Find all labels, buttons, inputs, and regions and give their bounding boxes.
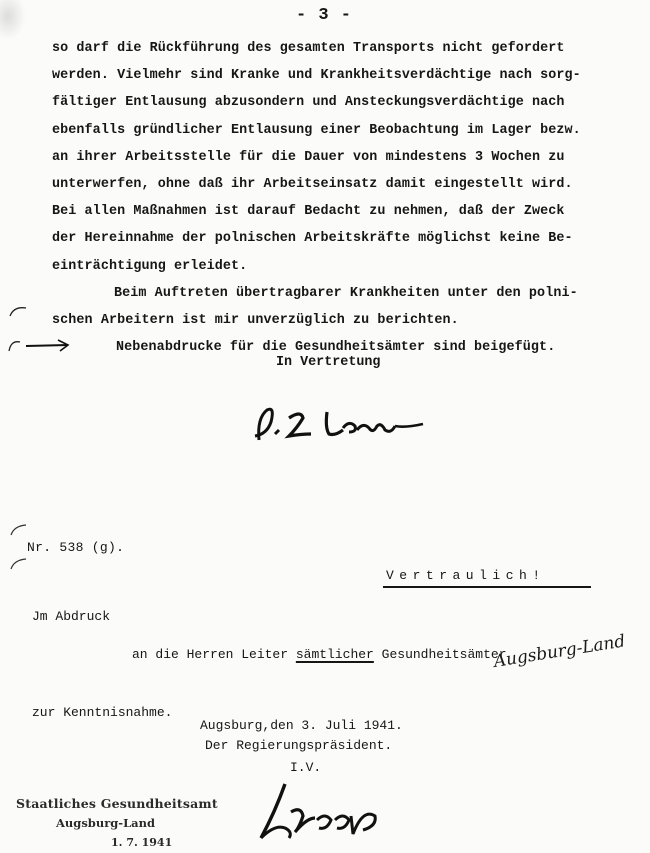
on-behalf-mark: I.V.: [290, 760, 322, 775]
body-line: werden. Vielmehr sind Kranke und Krankheitsverdächtige nach sorg-: [52, 68, 581, 84]
handwritten-addition: Augsburg-Land: [492, 631, 627, 672]
body-line: fältiger Entlausung abzusondern und Ansteckungsverdächtige nach: [52, 95, 565, 111]
body-line: schen Arbeitern ist mir unverzüglich zu berichten.: [52, 313, 459, 329]
stamp-district: Augsburg-Land: [56, 816, 156, 830]
recipients-suffix: Gesundheitsämter: [381, 647, 507, 662]
body-line: an ihrer Arbeitsstelle für die Dauer von mindestens 3 Wochen zu: [52, 149, 565, 165]
margin-tick-mark-icon: [8, 556, 34, 572]
issuing-authority: Der Regierungspräsident.: [205, 738, 393, 753]
letter-body: [52, 35, 612, 361]
stamp-date: 1. 7. 1941: [111, 836, 173, 849]
recipients-line: [132, 647, 507, 662]
confidential-label: Vertraulich!: [386, 568, 546, 583]
body-line: so darf die Rückführung des gesamten Transports nicht gefordert: [52, 41, 565, 56]
confidential-underline: [383, 586, 591, 588]
reference-number: Nr. 538 (g).: [27, 540, 125, 555]
copy-label: Jm Abdruck: [32, 609, 111, 624]
body-line: Bei allen Maßnahmen ist darauf Bedacht zu nehmen, daß der Zweck: [52, 204, 565, 220]
for-information: zur Kenntnisnahme.: [32, 705, 173, 720]
recipients-underlined: sämtlicher: [295, 647, 374, 662]
margin-arrow-mark-icon: [6, 336, 72, 356]
page-number: - 3 -: [296, 6, 353, 25]
body-line: ebenfalls gründlicher Entlausung einer Beobachtung im Lager bezw.: [52, 122, 581, 138]
body-line: einträchtigung erleidet.: [52, 258, 248, 274]
margin-tick-mark-icon: [8, 302, 38, 322]
body-line: Beim Auftreten übertragbarer Krankheiten unter den polni-: [114, 285, 578, 301]
margin-tick-mark-icon: [8, 522, 34, 538]
recipients-prefix: an die Herren Leiter: [132, 647, 289, 662]
office-stamp: [16, 790, 218, 853]
stamp-office-name: Staatliches Gesundheitsamt: [16, 796, 218, 811]
body-line: der Hereinnahme der polnischen Arbeitskräfte möglichst keine Be-: [52, 231, 573, 247]
body-line: Nebenabdrucke für die Gesundheitsämter sind beigefügt.: [116, 340, 556, 356]
page-smudge: [0, 0, 26, 40]
signature-icon: [255, 772, 385, 850]
body-line: unterwerfen, ohne daß ihr Arbeitseinsatz damit eingestellt wird.: [52, 177, 573, 193]
closing-formula: In Vertretung: [276, 355, 381, 370]
place-date: Augsburg,den 3. Juli 1941.: [200, 718, 403, 733]
signature-icon: [245, 400, 435, 450]
